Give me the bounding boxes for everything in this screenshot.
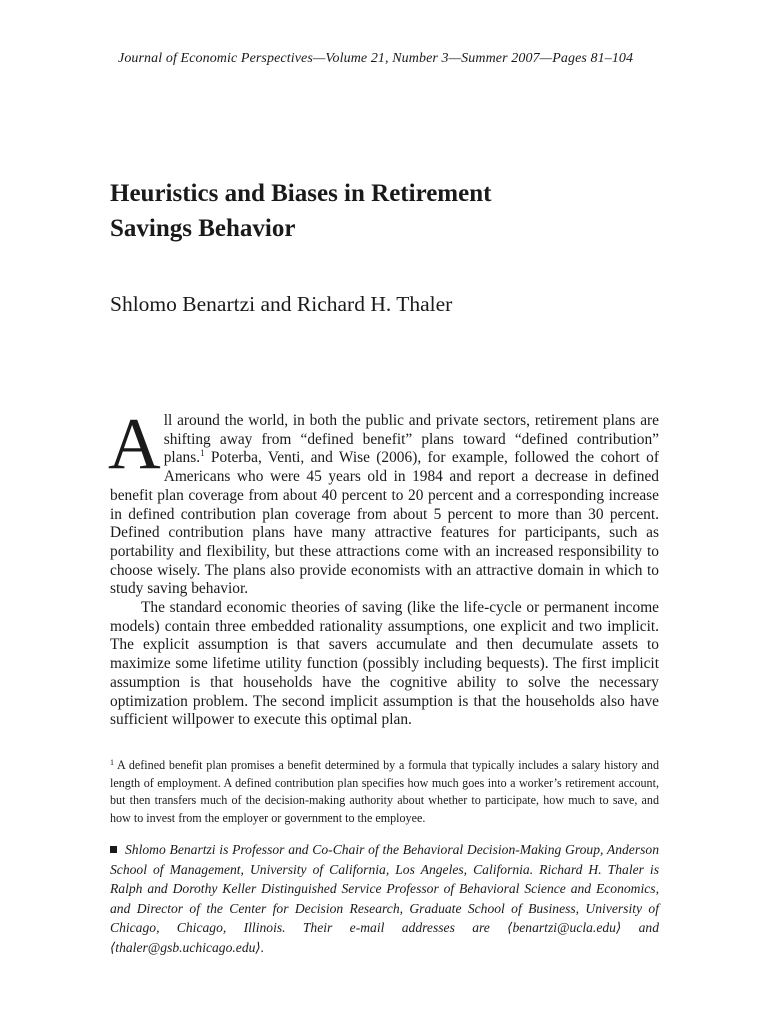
footnote-reference[interactable]: 1 (200, 448, 205, 459)
author-names: Shlomo Benartzi and Richard H. Thaler (110, 292, 453, 316)
body-paragraph-2: The standard economic theories of saving (like the life-cycle or permanent income models) contain three embedded rationality assumptions, one explicit and two implicit. The explicit assumption is that savers accumulate and then decumulate assets to maximize some lifetime utility function (possibly including bequests). The first implicit assumption is that households have the cognitive ability to solve the necessary optimization problem. The second implicit assumption is that the households also have sufficient willpower to execute this optimal plan. (110, 599, 659, 729)
drop-cap: A (108, 403, 161, 484)
running-head: Journal of Economic Perspectives—Volume 21, Number 3—Summer 2007—Pages 81–104 (118, 51, 634, 66)
square-bullet-icon (110, 846, 117, 853)
affiliation-text: Shlomo Benartzi is Professor and Co-Chair of the Behavioral Decision-Making Group, Anderson School of Management, University of California, Los Angeles, California. Richard H. Thaler is Ralph and Dorothy Keller Distinguished Service Professor of Behavioral Science and Economics, and Director of the Center for Decision Research, Graduate School of Business, University of Chicago, Chicago, Illinois. Their e-mail addresses are ⟨benartzi@ucla.edu⟩ and ⟨thaler@gsb.uchicago.edu⟩. (110, 842, 659, 955)
footnote-text: A defined benefit plan promises a benefit determined by a formula that typically includes a salary history and length of employment. A defined contribution plan specifies how much goes into a worker’s retirement account, but then transfers much of the decision-making authority about whether to participate, how much to save, and how to invest from the employer or government to the employee. (110, 758, 659, 825)
article-body (108, 403, 659, 730)
article-title (110, 176, 670, 246)
paragraph-1-text-b: Poterba, Venti, and Wise (2006), for example, followed the cohort of Americans who were 45 years old in 1984 and report a decrease in defined benefit plan coverage from about 40 percent to 20 percent and a corresponding increase in defined contribution plan coverage from about 5 percent to more than 30 percent. Defined contribution plans have many attractive features for participants, such as portability and flexibility, but these attractions come with an increased responsibility to choose wisely. The plans also provide economists with an attractive domain in which to study saving behavior. (110, 449, 659, 598)
title-line-2: Savings Behavior (110, 215, 296, 242)
footnote-number: 1 (110, 758, 114, 767)
footnote (110, 757, 659, 827)
body-paragraph-1 (108, 403, 659, 599)
author-affiliation (110, 840, 659, 958)
paragraph-1-text-a: ll around the world, in both the public and private sectors, retirement plans are shifting away from “defined benefit” plans toward “defined contribution” plans. (163, 412, 659, 467)
title-line-1: Heuristics and Biases in Retirement (110, 180, 492, 207)
